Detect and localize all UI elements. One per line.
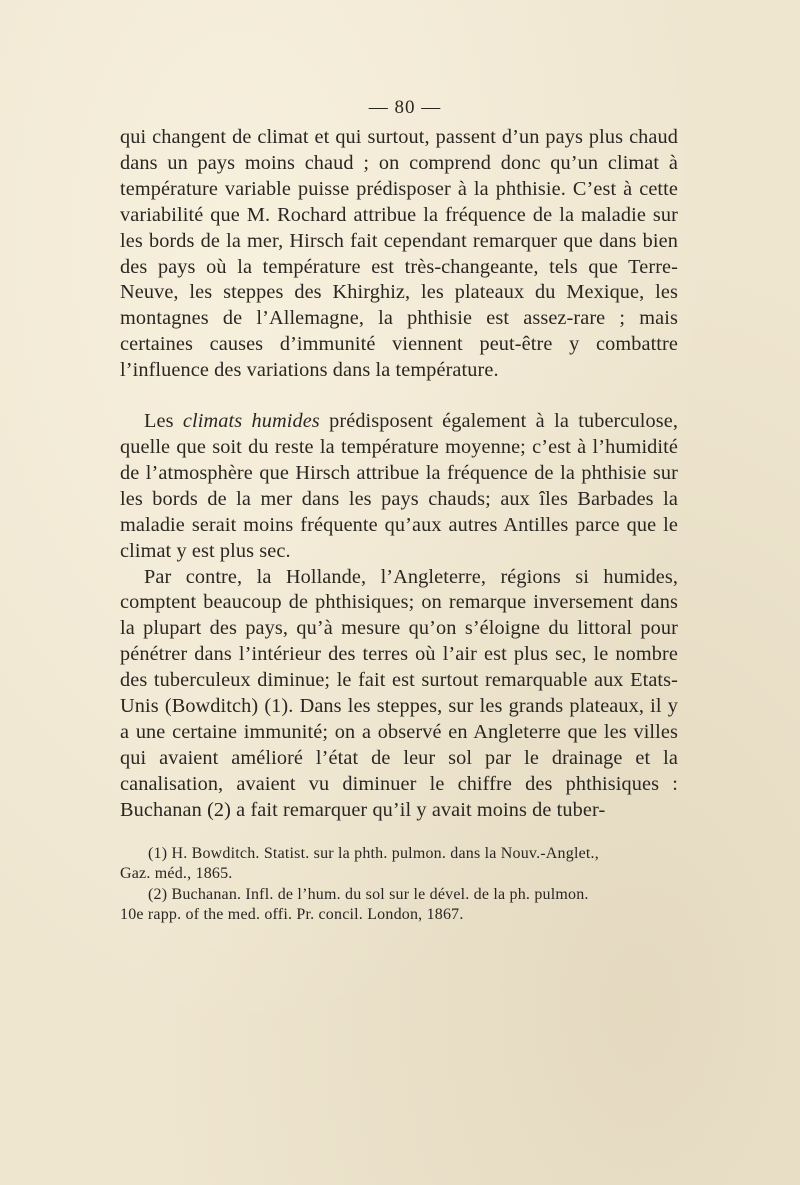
paragraph-lead: Les — [144, 410, 183, 433]
paragraph-par-contre: Par contre, la Hollande, l’Angleterre, régions si humides, comptent beaucoup de phthisiques; on remarque inversement dans la plupart des pays, qu’à mesure qu’on s’éloigne du littoral pour pénétrer dans l’intérieur des terres où l’air est plus sec, le nombre des tuberculeux diminue; le fait est surtout remarquable aux Etats-Unis (Bowditch) (1). Dans les steppes, sur les grands plateaux, il y a une certaine immunité; on a observé en Angleterre que les villes qui avaient amélioré l’état de leur sol par le drainage et la canalisation, avaient vu diminuer le chiffre des phthisiques : Buchanan (2) a fait remarquer qu’il y avait moins de tuber- — [120, 565, 678, 821]
paragraph-continuation: qui changent de climat et qui surtout, passent d’un pays plus chaud dans un pays moins chaud ; on comprend donc qu’un climat à température variable puisse prédisposer à la phthisie. C’est à cette variabilité que M. Rochard attribue la fréquence de la maladie sur les bords de la mer, Hirsch fait cependant remarquer que dans bien des pays où la température est très-changeante, tels que Terre-Neuve, les steppes des Khirghiz, les plateaux du Mexique, les montagnes de l’Allemagne, la phthisie est assez-rare ; mais certaines causes d’immunité viennent peut-être y combattre l’influence des variations dans la température. — [120, 126, 678, 382]
footnotes — [120, 844, 678, 926]
body-text — [120, 125, 678, 824]
footnote-2-line-2: 10e rapp. of the med. offi. Pr. concil. London, 1867. — [120, 906, 464, 924]
footnote-1-line-2: Gaz. méd., 1865. — [120, 865, 233, 883]
paragraph-body: prédisposent également à la tuberculose, quelle que soit du reste la température moyenne; c’est à l’humidité de l’atmosphère que Hirsch attribue la fréquence de la phthisie sur les bords de la mer dans les pays chauds; aux îles Barbades la maladie serait moins fréquente qu’aux autres Antilles parce que le climat y est plus sec. — [120, 410, 678, 562]
footnote-1 — [120, 844, 678, 885]
page-number: — 80 — — [368, 97, 442, 118]
footnote-2-line-1: (2) Buchanan. Infl. de l’hum. du sol sur le dével. de la ph. pulmon. — [148, 885, 589, 903]
footnote-1-line-1: (1) H. Bowditch. Statist. sur la phth. pulmon. dans la Nouv.-Anglet., — [148, 844, 599, 862]
book-page — [120, 95, 678, 926]
paragraph-climats-humides — [120, 409, 678, 564]
emphasis-climats-humides: climats humides — [182, 410, 320, 433]
footnote-2 — [120, 885, 678, 926]
